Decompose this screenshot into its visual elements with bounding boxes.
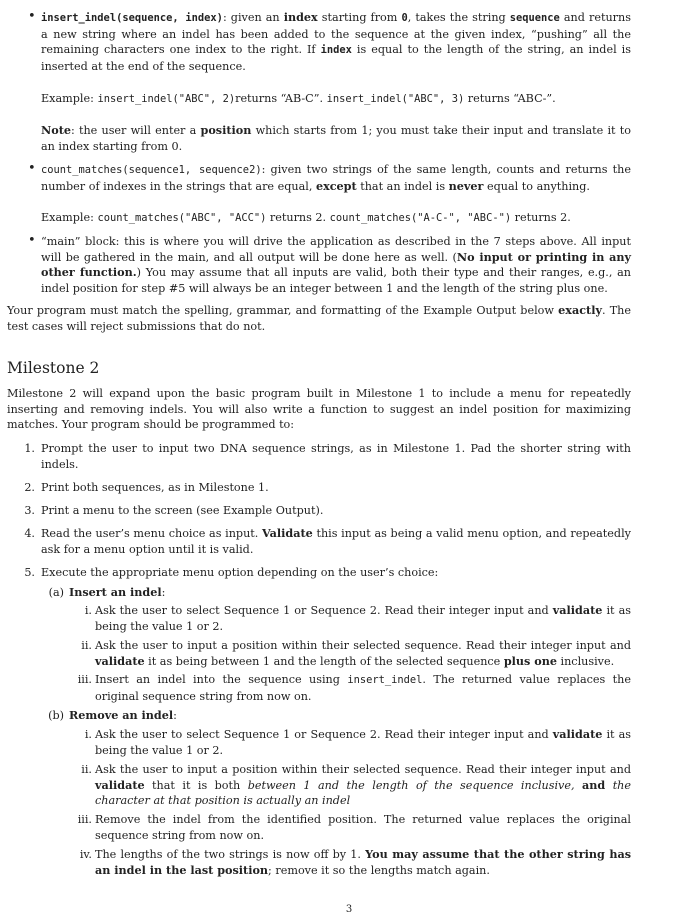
- item-number: iii.: [77, 813, 92, 826]
- substep-b-title: Remove an indel:: [69, 708, 177, 722]
- remove-step-ii: Ask the user to input a position within their selected sequence. Read their integer input and validate that it is both between 1 and the length of the sequence inclusive, and the character at that position is actually an indel: [95, 763, 632, 807]
- section-heading: Milestone 2: [7, 359, 100, 377]
- step-number: 2.: [24, 481, 35, 494]
- step-number: 3.: [24, 504, 35, 517]
- bullet-marker: •: [28, 233, 36, 248]
- step-number: 4.: [24, 527, 35, 540]
- count-matches-example: Example: count_matches("ABC", "ACC") returns 2. count_matches("A-C-", "ABC-") returns 2.: [41, 211, 571, 224]
- count-matches-description: count_matches(sequence1, sequence2): given two strings of the same length, counts and returns the number of indexes in the strings that are equal, except that an indel is never equal to anything.: [41, 163, 632, 193]
- insert-step-ii: Ask the user to input a position within their selected sequence. Read their integer input and validate it as being between 1 and the length of the selected sequence plus one inclusive.: [95, 639, 631, 668]
- remove-step-i: Ask the user to select Sequence 1 or Sequence 2. Read their integer input and validate it as being the value 1 or 2.: [95, 727, 632, 757]
- bullet-marker: •: [28, 9, 36, 24]
- milestone-intro: Milestone 2 will expand upon the basic program built in Milestone 1 to include a menu for repeatedly inserting and removing indels. You will also write a function to suggest an indel position for maximizing matches. Your program should be programmed to:: [7, 387, 631, 431]
- step-number: 1.: [24, 442, 35, 455]
- page-number: 3: [345, 904, 353, 915]
- item-number: i.: [84, 604, 92, 617]
- item-number: ii.: [81, 639, 92, 652]
- insert-step-i: Ask the user to select Sequence 1 or Sequence 2. Read their integer input and validate it as being the value 1 or 2.: [95, 603, 632, 633]
- step-5: Execute the appropriate menu option depending on the user’s choice:: [41, 566, 439, 579]
- remove-step-iii: Remove the indel from the identified position. The returned value replaces the original sequence string from now on.: [95, 813, 631, 842]
- substep-label: (b): [48, 709, 64, 722]
- step-3: Print a menu to the screen (see Example Output).: [41, 504, 324, 517]
- exact-output-paragraph: Your program must match the spelling, grammar, and formatting of the Example Output below exactly. The test cases will reject submissions that do not.: [7, 303, 631, 333]
- insert-indel-note: Note: the user will enter a position which starts from 1; you must take their input and translate it to an index starting from 0.: [41, 123, 631, 153]
- step-4: Read the user’s menu choice as input. Validate this input as being a valid menu option, and repeatedly ask for a menu option until it is valid.: [41, 526, 631, 556]
- remove-step-iv: The lengths of the two strings is now off by 1. You may assume that the other string has an indel in the last position; remove it so the lengths match again.: [95, 847, 631, 877]
- step-1: Prompt the user to input two DNA sequence strings, as in Milestone 1. Pad the shorter string with indels.: [41, 442, 631, 471]
- insert-step-iii: Insert an indel into the sequence using insert_indel. The returned value replaces the original sequence string from now on.: [95, 673, 631, 703]
- item-number: iii.: [77, 673, 92, 686]
- step-2: Print both sequences, as in Milestone 1.: [41, 481, 269, 494]
- substep-a-title: Insert an indel:: [69, 585, 166, 599]
- bullet-marker: •: [28, 161, 36, 176]
- substep-label: (a): [48, 586, 64, 599]
- item-number: i.: [84, 728, 92, 741]
- insert-indel-example: Example: insert_indel("ABC", 2)returns “AB-C”. insert_indel("ABC", 3) returns “ABC-”.: [41, 92, 556, 105]
- step-number: 5.: [24, 566, 35, 579]
- main-block-description: “main” block: this is where you will drive the application as described in the 7 steps above. All input will be gathered in the main, and all output will be done here as well. (No input or printing in any other function.) You may assume that all inputs are valid, both their type and their ranges, e.g., an indel position for step #5 will always be an integer between 1 and the length of the string plus one.: [41, 235, 631, 295]
- item-number: ii.: [81, 763, 92, 776]
- insert-indel-description: insert_indel(sequence, index): given an index starting from 0, takes the string sequence and returns a new string where an indel has been added to the sequence at the given index, “pushing” all the remaining characters one index to the right. If index is equal to the length of the string, an indel is inserted at the end of the sequence.: [41, 10, 631, 73]
- item-number: iv.: [79, 848, 92, 861]
